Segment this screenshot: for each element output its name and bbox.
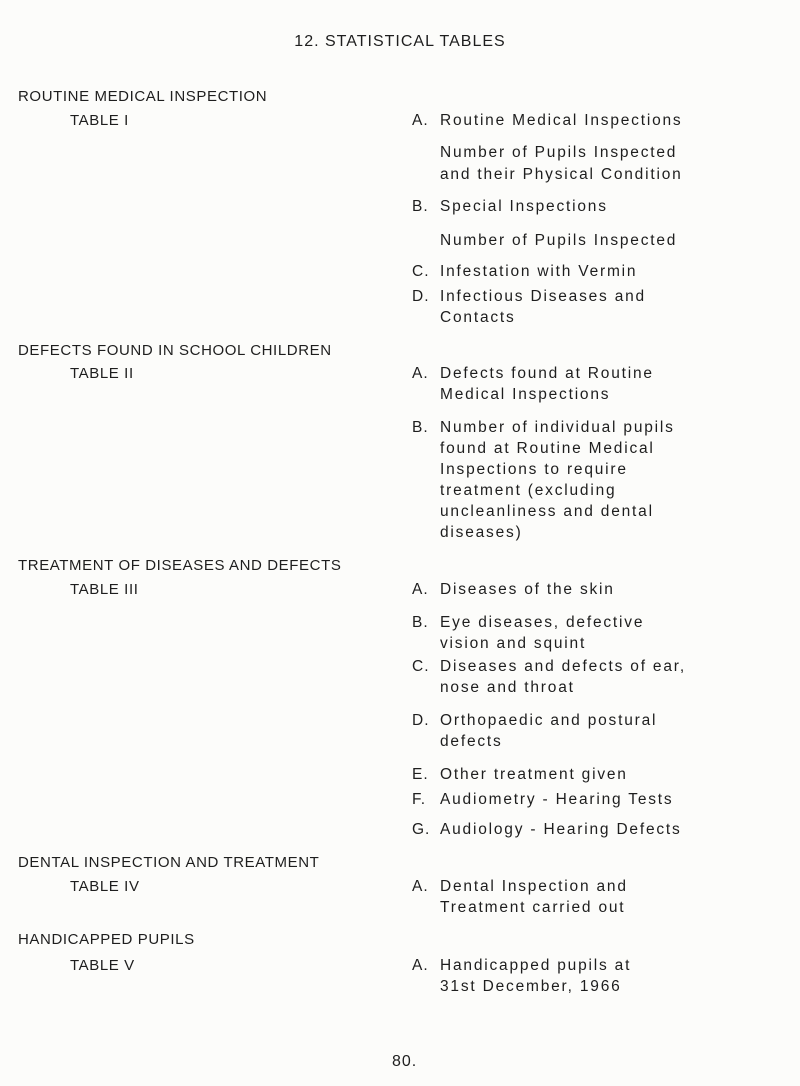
item-description: vision and squint (440, 635, 587, 652)
section-heading: DEFECTS FOUND IN SCHOOL CHILDREN (18, 342, 332, 359)
item-description: Handicapped pupils at (440, 957, 632, 974)
item-description: Diseases and defects of ear, (440, 658, 686, 675)
item-description: Dental Inspection and (440, 878, 628, 895)
item-description: Infestation with Vermin (440, 263, 638, 280)
item-letter: C. (412, 263, 430, 280)
table-label: TABLE V (70, 957, 135, 974)
item-description: Medical Inspections (440, 386, 611, 403)
section-heading: HANDICAPPED PUPILS (18, 931, 195, 948)
item-description: nose and throat (440, 679, 575, 696)
item-letter: B. (412, 419, 429, 436)
section-heading: TREATMENT OF DISEASES AND DEFECTS (18, 557, 342, 574)
item-letter: A. (412, 878, 429, 895)
item-description: Audiology - Hearing Defects (440, 821, 682, 838)
page-number: 80. (392, 1053, 418, 1070)
item-note: Number of Pupils Inspected (440, 144, 678, 161)
item-letter: C. (412, 658, 430, 675)
table-label: TABLE III (70, 581, 139, 598)
table-label: TABLE II (70, 365, 134, 382)
item-description: Defects found at Routine (440, 365, 654, 382)
item-description: Audiometry - Hearing Tests (440, 791, 674, 808)
item-description: treatment (excluding (440, 482, 617, 499)
item-description: Number of individual pupils (440, 419, 675, 436)
item-description: Orthopaedic and postural (440, 712, 658, 729)
item-letter: B. (412, 198, 429, 215)
item-letter: B. (412, 614, 429, 631)
item-description: uncleanliness and dental (440, 503, 654, 520)
item-description: Eye diseases, defective (440, 614, 645, 631)
item-description: 31st December, 1966 (440, 978, 622, 995)
item-description: Diseases of the skin (440, 581, 615, 598)
table-label: TABLE IV (70, 878, 140, 895)
item-note: and their Physical Condition (440, 166, 683, 183)
item-letter: A. (412, 365, 429, 382)
item-description: defects (440, 733, 503, 750)
table-label: TABLE I (70, 112, 129, 129)
item-letter: D. (412, 712, 430, 729)
item-letter: A. (412, 112, 429, 129)
item-description: Inspections to require (440, 461, 628, 478)
item-description: Contacts (440, 309, 516, 326)
item-letter: D. (412, 288, 430, 305)
item-letter: A. (412, 957, 429, 974)
item-description: Routine Medical Inspections (440, 112, 683, 129)
item-description: Other treatment given (440, 766, 628, 783)
item-description: Infectious Diseases and (440, 288, 646, 305)
item-description: Treatment carried out (440, 899, 626, 916)
section-heading: ROUTINE MEDICAL INSPECTION (18, 88, 268, 105)
item-description: Special Inspections (440, 198, 608, 215)
item-letter: F. (412, 791, 427, 808)
item-description: found at Routine Medical (440, 440, 655, 457)
item-letter: E. (412, 766, 429, 783)
item-letter: G. (412, 821, 431, 838)
item-description: diseases) (440, 524, 523, 541)
item-letter: A. (412, 581, 429, 598)
page-title: 12. STATISTICAL TABLES (294, 33, 506, 50)
item-note: Number of Pupils Inspected (440, 232, 678, 249)
section-heading: DENTAL INSPECTION AND TREATMENT (18, 854, 320, 871)
